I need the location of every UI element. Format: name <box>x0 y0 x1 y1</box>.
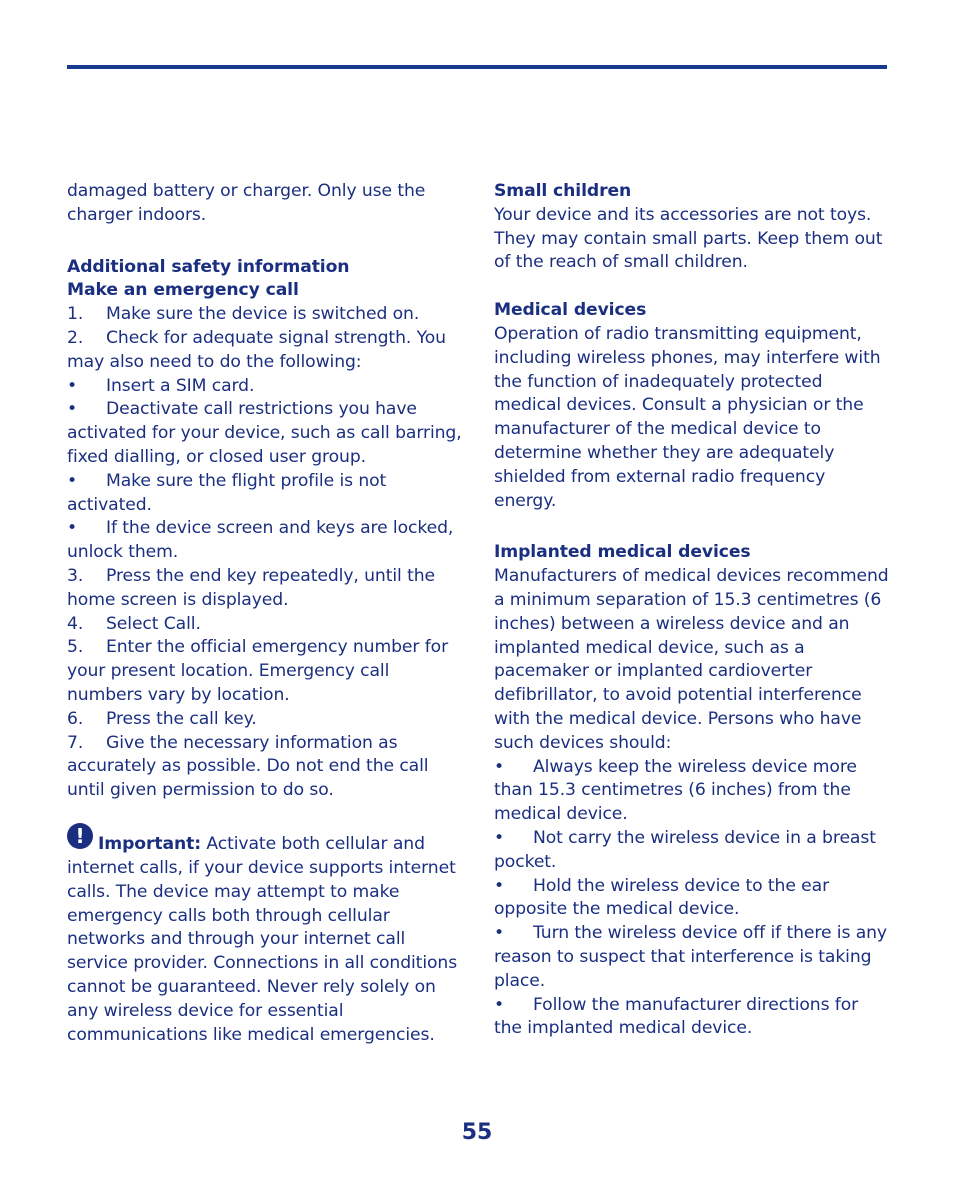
step-marker: 3. <box>67 565 84 586</box>
bullet-text: Not carry the wireless device in a breast pocket. <box>494 827 876 872</box>
step-text: Select Call. <box>106 613 201 634</box>
bullet-marker: • <box>494 994 505 1015</box>
important-note <box>67 823 462 1047</box>
header-rule <box>67 65 887 69</box>
implanted-bullet <box>494 827 889 875</box>
step-text: Check for adequate signal strength. You may also need to do the following: <box>67 327 446 372</box>
step-marker: • <box>67 375 78 396</box>
bullet-marker: • <box>494 756 505 777</box>
implanted-bullet <box>494 922 889 993</box>
small-children-text: Your device and its accessories are not toys. They may contain small parts. Keep them out of the reach of small children. <box>494 204 883 273</box>
step-marker: • <box>67 470 78 491</box>
step-marker: 5. <box>67 637 84 658</box>
step-text: Make sure the device is switched on. <box>106 304 420 325</box>
emergency-step <box>67 732 462 803</box>
emergency-step <box>67 565 462 613</box>
implanted-bullet <box>494 875 889 923</box>
step-marker: 6. <box>67 708 84 729</box>
emergency-step <box>67 517 462 565</box>
step-text: If the device screen and keys are locked, unlock them. <box>67 518 454 563</box>
emergency-step <box>67 470 462 518</box>
step-text: Insert a SIM card. <box>106 375 255 396</box>
implanted-bullet <box>494 994 889 1042</box>
emergency-step <box>67 303 462 327</box>
bullet-marker: • <box>494 827 505 848</box>
bullet-text: Follow the manufacturer directions for the implanted medical device. <box>494 994 859 1039</box>
left-column <box>67 180 462 1047</box>
emergency-step <box>67 327 462 375</box>
medical-devices-text: Operation of radio transmitting equipment, including wireless phones, may interfere with the function of inadequately protected medical devices. Consult a physician or the manufacturer of the medical device to determine whether they are adequately shielded from external radio frequency energy. <box>494 323 881 511</box>
emergency-steps-list <box>67 303 462 803</box>
bullet-marker: • <box>494 923 505 944</box>
step-marker: 4. <box>67 613 84 634</box>
emergency-step <box>67 398 462 469</box>
section-heading-emergency-call: Make an emergency call <box>67 280 299 301</box>
important-label: Important: <box>98 833 202 854</box>
bullet-text: Turn the wireless device off if there is any reason to suspect that interference is taking place. <box>494 923 888 991</box>
step-text: Press the call key. <box>106 708 257 729</box>
bullet-text: Hold the wireless device to the ear opposite the medical device. <box>494 875 830 920</box>
section-heading-small-children: Small children <box>494 181 632 201</box>
right-column <box>494 180 889 1041</box>
emergency-step <box>67 613 462 637</box>
bullet-text: Always keep the wireless device more than 15.3 centimetres (6 inches) from the medical device. <box>494 756 857 825</box>
exclamation-icon: ! <box>67 823 93 849</box>
step-text: Enter the official emergency number for your present location. Emergency call numbers vary by location. <box>67 637 449 705</box>
step-marker: • <box>67 399 78 420</box>
step-text: Make sure the flight profile is not activated. <box>67 470 387 515</box>
bullet-marker: • <box>494 875 505 896</box>
step-marker: 1. <box>67 304 84 325</box>
page-number: 55 <box>461 1120 493 1145</box>
section-heading-implanted-devices: Implanted medical devices <box>494 542 751 563</box>
implanted-bullets-list <box>494 756 889 1042</box>
emergency-step <box>67 636 462 707</box>
step-marker: • <box>67 518 78 539</box>
step-text: Press the end key repeatedly, until the home screen is displayed. <box>67 565 435 610</box>
step-marker: 2. <box>67 327 84 348</box>
step-marker: 7. <box>67 732 84 753</box>
step-text: Give the necessary information as accurately as possible. Do not end the call until given permission to do so. <box>67 732 429 801</box>
implanted-devices-text: Manufacturers of medical devices recommend a minimum separation of 15.3 centimetres (6 inches) between a wireless device and an implanted medical device, such as a pacemaker or implanted cardioverter defibrillator, to avoid potential interference with the medical device. Persons who have such devices should: <box>494 566 889 753</box>
implanted-bullet <box>494 756 889 827</box>
intro-text: damaged battery or charger. Only use the charger indoors. <box>67 181 426 225</box>
emergency-step <box>67 708 462 732</box>
emergency-step <box>67 375 462 399</box>
step-text: Deactivate call restrictions you have activated for your device, such as call barring, fixed dialling, or closed user group. <box>67 399 462 467</box>
section-heading-medical-devices: Medical devices <box>494 300 647 321</box>
section-heading-additional-safety: Additional safety information <box>67 256 350 277</box>
important-text: Activate both cellular and internet calls, if your device supports internet calls. The device may attempt to make emergency calls both through cellular networks and through your internet call service provider. Connections in all conditions cannot be guaranteed. Never rely solely on any wireless device for essential communications like medical emergencies. <box>67 833 458 1045</box>
